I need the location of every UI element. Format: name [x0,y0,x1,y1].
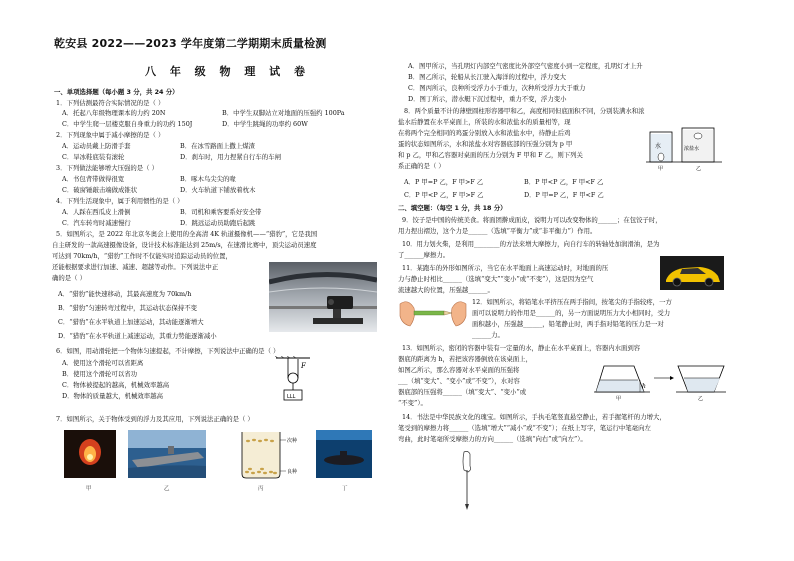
question-14-line1: 14．书法是中华民族文化的瑰宝。如图所示，手执毛笔竖直悬空静止，若手握笔杆的力增大， [402,413,666,421]
q8-option-a: A．P 甲=P 乙，F 甲>F 乙 [404,178,484,186]
question-8-line2: 盐水后静置在水平桌面上，所装的水和浓盐水的质量相等，现 [398,118,571,126]
q4-option-b: B．司机和乘客要系好安全带 [180,208,262,216]
q8-option-d: D．P 甲=P 乙，F 甲<F 乙 [524,191,604,199]
water-label: 水 [655,143,662,150]
question-10-line1: 10．用力划火柴，是利用________的方法来增大摩擦力，向自行车的转轴处加润滑油，是为 [402,240,660,248]
section-2-heading: 二、填空题：（每空 1 分，共 18 分） [398,204,507,212]
aircraft-carrier-photo [128,430,206,478]
q1-option-b: B．中学生双脚站立对地面的压强约 100Pa [222,109,345,117]
sports-car-photo [660,256,724,290]
question-12-line2: 面可以说明力的作用是______的，另一方面说明压力大小相同时，受力 [472,309,671,317]
exam-title: 乾安县 2022——2023 学年度第二学期期末质量检测 [54,37,327,50]
weight-block-label: LLL [287,394,296,400]
caption-bing: 丙 [258,486,264,492]
good-seed-label: 良种 [287,469,298,475]
question-4: 4．下列生活现象中，属于利用惯性的是（ ） [56,197,184,205]
water-and-brine-containers-diagram [646,124,724,172]
question-13-line6: “不变”）。 [398,399,427,407]
q2-option-b: B．在冰雪路面上撒上煤渣 [180,142,255,150]
q2-option-c: C．旱冰鞋底装有滚轮 [62,153,125,161]
height-h-label: h [642,383,646,390]
question-1: 1．下列估测最符合实际情况的是（ ） [56,99,165,107]
question-5-line4: 还能根据要求进行加速、减速、超越等动作。下列说法中正 [52,263,219,271]
q6-option-a: A．使用这个滑轮可以省距离 [62,359,144,367]
q7-option-b: B．图乙所示，轮船从长江驶入海洋的过程中，浮力变大 [408,73,567,81]
q6-option-d: D．物体的质量越大，机械效率越高 [62,392,163,400]
left-column [52,0,382,561]
caption-ding: 丁 [342,486,348,492]
diagram-yi-label: 乙 [698,396,704,402]
q3-option-c: C．破窗锤敲击端做成锥状 [62,186,138,194]
q5-option-d: D．“猎豹”在水平轨道上减速运动，其重力势能逐渐减小 [58,332,217,340]
question-5-line3: 可达到 70km/h，“猎豹”工作时不仅能实时追踪运动员的位置， [52,252,232,260]
force-f-label: F [301,362,306,370]
question-9-line1: 9．饺子是中国的传统美食。将面团擀成面皮，说明力可以改变物体的______；在包饺子时， [402,216,662,224]
question-13-line4: ___（填“变大”、“变小”或“不变”），水对容 [398,377,520,385]
question-3: 3．下列做法能够增大压强的是（ ） [56,164,158,172]
q5-option-b: B．“猎豹”匀速转弯过程中，其运动状态保持不变 [58,304,198,312]
question-8-line6: 系正确的是（ ） [398,162,445,170]
speed-skating-camera-photo [269,262,377,332]
q6-option-b: B．使用这个滑轮可以省功 [62,370,137,378]
question-7: 7．如图所示，关于物体受到的浮力及其应用，下列说法正确的是（ ） [56,415,254,423]
container-yi-label: 乙 [696,166,702,172]
q7-option-a: A．图甲所示，当孔明灯内部空气密度比外部空气密度小到一定程度，孔明灯才上升 [408,62,643,70]
q7-option-c: C．图丙所示，良种所受浮力小于重力，次种所受浮力大于重力 [408,84,586,92]
question-11-line2: 力与静止时相比______（选填“变大”“变小”或“不变”），这是因为空气 [398,275,594,283]
brine-label: 浓盐水 [684,146,700,152]
question-14-line3: 弯曲，此时笔毫所受摩擦力的方向______（选填“向右”或“向左”）。 [398,435,587,443]
question-5-line5: 确的是（ ） [52,274,86,282]
q4-option-d: D．跳远运动员助跑后起跳 [180,219,256,227]
q5-option-c: C．“猎豹”在水平轨道上加速运动，其动能逐渐增大 [58,318,204,326]
movable-pulley-diagram [270,356,326,406]
q1-option-c: C．中学生爬一层楼克服自身重力的功约 150J [62,120,193,128]
question-13-line1: 13．如图所示，密闭的容器中装有一定量的水，静止在水平桌面上，容器内水面到容 [402,344,641,352]
inferior-seed-label: 次种 [287,438,298,444]
question-9-line2: 用力捏出褶边，这个力是______（选填“平衡力”或“非平衡力”）作用。 [398,227,597,235]
calligraphy-brush-sketch [454,448,480,512]
question-5-line1: 5．如图所示，是 2022 年北京冬奥会上使用的全高清 4K 轨道摄像机——“猎豹”，它是我国 [56,230,318,238]
question-5-line2: 自主研发的一款高速摄像设备，设计技术标准能达到 25m/s，在速滑比赛中，顶尖运动员速度 [52,241,317,249]
question-14-line2: 笔受到的摩擦力将______（选填“增大”“减小”或“不变”）；在纸上写字，笔运行中笔毫向左 [398,424,651,432]
submarine-photo [316,430,372,478]
question-6: 6．如图，用动滑轮把一个物体匀速提起，不计摩擦，下列说法中正确的是（ ） [56,347,280,355]
q4-option-a: A．人踩在西瓜皮上滑倒 [62,208,131,216]
q8-option-b: B．P 甲<P 乙，F 甲<F 乙 [524,178,604,186]
container-jia-label: 甲 [658,166,664,172]
q7-option-d: D．图丁所示，潜水艇下沉过程中，重力不变，浮力变小 [408,95,567,103]
question-12-line1: 12．如图所示，将铅笔水平挤压在两手指间，按笔尖的手指较疼，一方 [472,298,672,306]
question-10-line2: 了______摩擦力。 [398,251,450,259]
q3-option-a: A．书包背带做得很宽 [62,175,125,183]
caption-yi: 乙 [164,486,170,492]
pencil-between-fingers-illustration [398,294,468,332]
q8-option-c: C．P 甲<P 乙，F 甲>F 乙 [404,191,484,199]
question-8-line1: 8．两个质量不计的薄壁圆柱形容器甲和乙，高度相同但底面积不同，分别装满水和浓 [404,107,645,115]
q6-option-c: C．物体被提起的越高，机械效率越高 [62,381,170,389]
inverted-container-diagram [594,356,726,402]
q3-option-d: D．火车轨道下铺放着枕木 [180,186,256,194]
caption-jia: 甲 [86,486,92,492]
q4-option-c: C．汽车转弯时减速慢行 [62,219,131,227]
question-12-line3: 面积越小，压强越______，铅笔静止时，两手指对铅笔的压力是一对 [472,320,664,328]
question-13-line3: 如图乙所示，那么容器对水平桌面的压强将 [398,366,520,374]
question-8-line3: 在将两个完全相同的鸡蛋分别放入水和浓盐水中，待静止后鸡 [398,129,571,137]
q2-option-a: A．运动员戴上防滑手套 [62,142,131,150]
question-8-line4: 蛋的状态如图所示，水和浓盐水对容器底部的压强分别为 p 甲 [398,140,573,148]
q3-option-b: B．啄木鸟尖尖的喙 [180,175,236,183]
question-2: 2．下列现象中属于减小摩擦的是（ ） [56,131,165,139]
question-13-line2: 器底的距离为 h，若把该容器倒放在该桌面上， [398,355,532,363]
section-1-heading: 一、单项选择题（每小题 3 分，共 24 分） [54,88,179,96]
q1-option-d: D．中学生跳绳的功率约 60W [222,120,308,128]
question-13-line5: 器底部的压强将______（填“变大”、“变小”或 [398,388,527,396]
diagram-jia-label: 甲 [616,396,622,402]
right-column [398,0,728,561]
exam-subtitle: 八 年 级 物 理 试 卷 [145,65,310,78]
question-11-line3: 流速越大的位置，压强越______。 [398,286,494,294]
seed-selection-beaker-diagram [232,428,302,480]
question-8-line5: 和 p 乙，甲和乙容器对桌面的压力分别为 F 甲和 F 乙，则下列关 [398,151,583,159]
question-11-line1: 11．某跑车的外形如图所示，当它在水平地面上高速运动时，对地面的压 [402,264,609,272]
question-12-line4: ______力。 [472,331,504,339]
q5-option-a: A．“猎豹”能快速移动，其最高速度为 70km/h [58,290,192,298]
sky-lantern-photo [64,430,116,478]
q2-option-d: D．刹车时，用力捏紧自行车的车闸 [180,153,281,161]
q1-option-a: A．托起八年级物理课本的力约 20N [62,109,166,117]
